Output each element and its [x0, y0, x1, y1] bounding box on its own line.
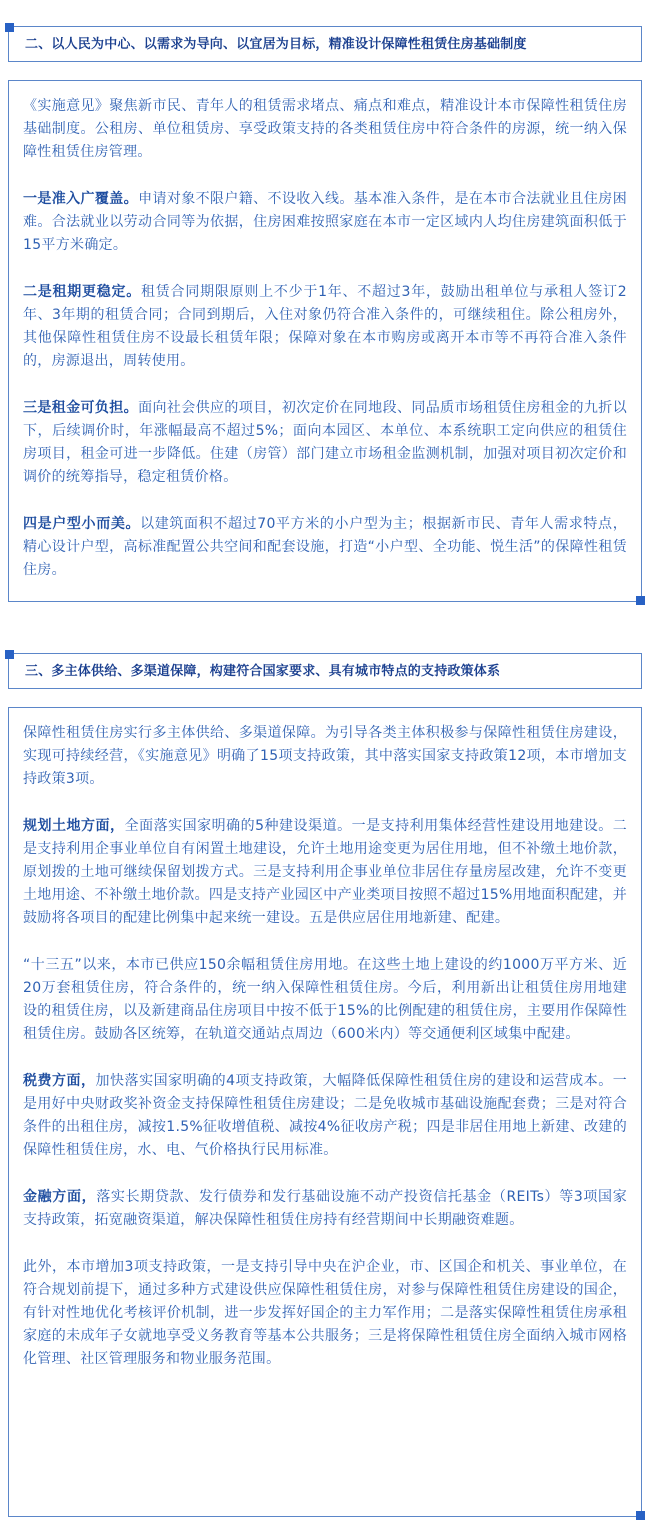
- paragraph-lead: 税费方面，: [23, 1073, 96, 1089]
- paragraph: 一是准入广覆盖。申请对象不限户籍、不设收入线。基本准入条件，是在本市合法就业且住房困难。合法就业以劳动合同等为依据，住房困难按照家庭在本市一定区域内人均住房建筑面积低于15平方米确定。: [23, 191, 627, 253]
- paragraph-lead: 四是户型小而美。: [23, 516, 141, 532]
- paragraph: “十三五”以来，本市已供应150余幅租赁住房用地。在这些土地上建设的约1000万平方米、近20万套租赁住房，符合条件的，统一纳入保障性租赁住房。今后，利用新出让租赁住房用地建设的租赁住房，以及新建商品住房项目中按不低于15%的比例配建的租赁住房，主要用作保障性租赁住房。鼓励各区统筹，在轨道交通站点周边（600米内）等交通便利区域集中配建。: [23, 957, 628, 1042]
- paragraph-lead: 二是租期更稳定。: [23, 284, 142, 300]
- section-2-header: [8, 26, 642, 62]
- paragraph: 金融方面，落实长期贷款、发行债券和发行基础设施不动产投资信托基金（REITs）等3项国家支持政策，拓宽融资渠道，解决保障性租赁住房持有经营期间中长期融资难题。: [23, 1189, 628, 1228]
- corner-marker: [636, 596, 645, 605]
- corner-marker: [636, 1511, 645, 1520]
- paragraph-lead: 金融方面，: [23, 1189, 97, 1205]
- section-3: [8, 653, 642, 689]
- paragraph-lead: 规划土地方面，: [23, 818, 125, 834]
- paragraph-lead: 三是租金可负担。: [23, 400, 139, 416]
- corner-marker: [5, 650, 14, 659]
- section-2-title: 二、以人民为中心、以需求为导向、以宜居为目标，精准设计保障性租赁住房基础制度: [25, 37, 527, 52]
- section-2-body: [8, 80, 642, 602]
- section-2: [8, 26, 642, 62]
- paragraph: 规划土地方面，全面落实国家明确的5种建设渠道。一是支持利用集体经营性建设用地建设。二是支持利用企事业单位自有闲置土地建设，允许土地用途变更为居住用地，但不补缴土地价款，原划拨的土地可继续保留划拨方式。三是支持利用企事业单位非居住存量房屋改建，允许不变更土地用途、不补缴土地价款。四是支持产业园区中产业类项目按照不超过15%用地面积配建，并鼓励将各项目的配建比例集中起来统一建设。五是供应居住用地新建、配建。: [23, 818, 628, 926]
- paragraph: 此外，本市增加3项支持政策，一是支持引导中央在沪企业，市、区国企和机关、事业单位，在符合规划前提下，通过多种方式建设供应保障性租赁住房，对参与保障性租赁住房建设的国企，有针对性地优化考核评价机制，进一步发挥好国企的主力军作用；二是落实保障性租赁住房承租家庭的未成年子女就地享受义务教育等基本公共服务；三是将保障性租赁住房全面纳入城市网格化管理、社区管理服务和物业服务范围。: [23, 1259, 627, 1367]
- paragraph: 税费方面，加快落实国家明确的4项支持政策，大幅降低保障性租赁住房的建设和运营成本。一是用好中央财政奖补资金支持保障性租赁住房建设；二是免收城市基础设施配套费；三是对符合条件的出租住房，减按1.5%征收增值税、减按4%征收房产税；四是非居住用地上新建、改建的保障性租赁住房，水、电、气价格执行民用标准。: [23, 1073, 628, 1158]
- paragraph: 二是租期更稳定。租赁合同期限原则上不少于1年、不超过3年，鼓励出租单位与承租人签订2年、3年期的租赁合同；合同到期后，入住对象仍符合准入条件的，可继续租住。除公租房外，其他保障性租赁住房不设最长租赁年限；保障对象在本市购房或离开本市等不再符合准入条件的，房源退出，周转使用。: [23, 284, 627, 369]
- paragraph: 三是租金可负担。面向社会供应的项目，初次定价在同地段、同品质市场租赁住房租金的九折以下，后续调价时，年涨幅最高不超过5%；面向本园区、本单位、本系统职工定向供应的租赁住房项目，租金可进一步降低。住建（房管）部门建立市场租金监测机制，加强对项目初次定价和调价的统筹指导，稳定租赁价格。: [23, 400, 627, 485]
- paragraph-lead: 一是准入广覆盖。: [23, 191, 139, 207]
- section-3-title: 三、多主体供给、多渠道保障，构建符合国家要求、具有城市特点的支持政策体系: [25, 664, 501, 679]
- section-3-header: [8, 653, 642, 689]
- section-3-body: [8, 707, 642, 1517]
- paragraph: 四是户型小而美。以建筑面积不超过70平方米的小户型为主；根据新市民、青年人需求特点，精心设计户型，高标准配置公共空间和配套设施，打造“小户型、全功能、悦生活”的保障性租赁住房。: [23, 516, 627, 578]
- corner-marker: [5, 23, 14, 32]
- paragraph: 《实施意见》聚焦新市民、青年人的租赁需求堵点、痛点和难点，精准设计本市保障性租赁住房基础制度。公租房、单位租赁房、享受政策支持的各类租赁住房中符合条件的房源，统一纳入保障性租赁住房管理。: [23, 98, 627, 160]
- paragraph: 保障性租赁住房实行多主体供给、多渠道保障。为引导各类主体积极参与保障性租赁住房建设，实现可持续经营，《实施意见》明确了15项支持政策，其中落实国家支持政策12项，本市增加支持政策3项。: [23, 725, 627, 787]
